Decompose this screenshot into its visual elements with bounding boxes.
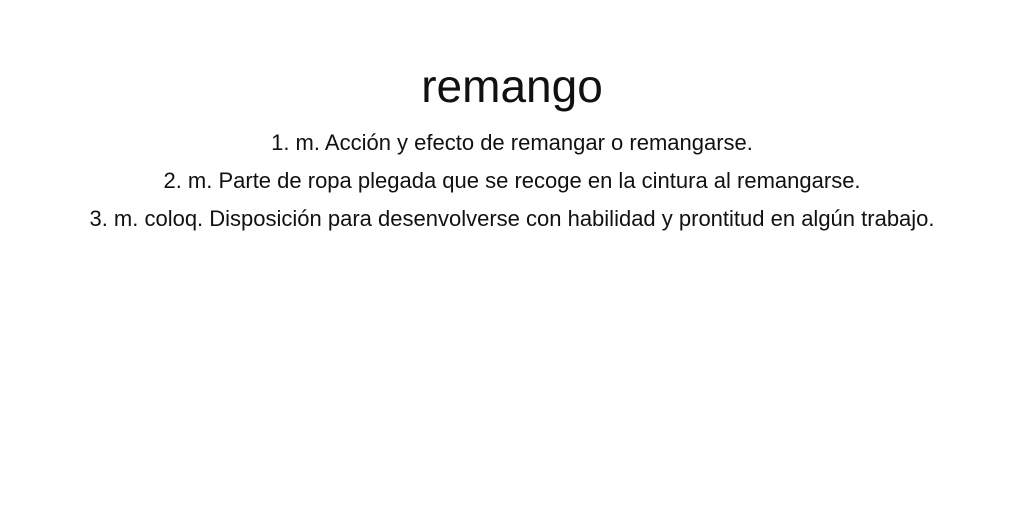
definition-text: 3. m. coloq. Disposición para desenvolverse con habilidad y prontitud en algún trabajo. [89,206,935,231]
definition-list [60,124,964,238]
definition-item-2 [60,162,964,200]
definition-text: 2. m. Parte de ropa plegada que se recoge en la cintura al remangarse. [163,168,861,193]
headword: remango [421,60,603,112]
definition-item-3 [60,200,964,238]
definition-item-1 [60,124,964,162]
definition-text: 1. m. Acción y efecto de remangar o remangarse. [271,130,753,155]
